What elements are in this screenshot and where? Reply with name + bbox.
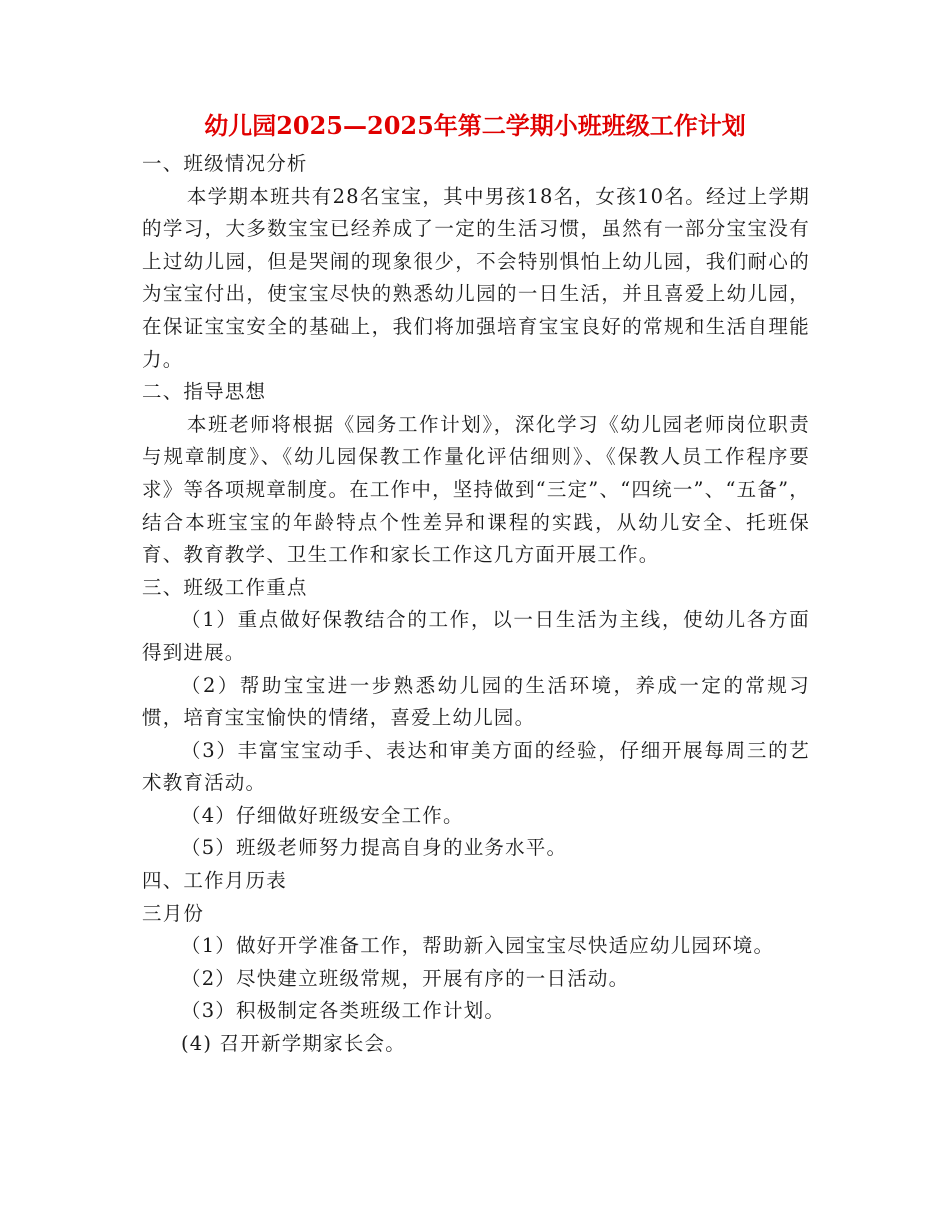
list-item-march-2: （2）尽快建立班级常规，开展有序的一日活动。 <box>181 966 630 990</box>
paragraph-guiding-thought: 本班老师将根据《园务工作计划》，深化学习《幼儿园老师岗位职责与规章制度》、《幼儿园保教工作量化评估细则》、《保教人员工作程序要求》等各项规章制度。在工作中，坚持做到“三定”、“四统一”、“五备”，结合本班宝宝的年龄特点个性差异和课程的实践，从幼儿安全、托班保育、教育教学、卫生工作和家长工作这几方面开展工作。 <box>142 412 810 567</box>
section-heading-1: 一、班级情况分析 <box>142 152 308 175</box>
list-item-focus-4: （4）仔细做好班级安全工作。 <box>181 803 464 827</box>
month-heading-march: 三月份 <box>142 901 205 925</box>
section-heading-3: 三、班级工作重点 <box>142 575 308 599</box>
list-item-march-3: （3）积极制定各类班级工作计划。 <box>181 999 506 1023</box>
list-item-focus-5: （5）班级老师努力提高自身的业务水平。 <box>181 836 568 860</box>
document-title: 幼儿园2025—2025年第二学期小班班级工作计划 <box>204 111 746 140</box>
document-body <box>142 148 810 1061</box>
list-item-focus-2: （2）帮助宝宝进一步熟悉幼儿园的生活环境，养成一定的常规习惯，培育宝宝愉快的情绪，喜爱上幼儿园。 <box>142 673 810 730</box>
list-item-march-4: (4) 召开新学期家长会。 <box>181 1032 406 1056</box>
list-item-focus-3: （3）丰富宝宝动手、表达和审美方面的经验，仔细开展每周三的艺术教育活动。 <box>142 738 810 795</box>
paragraph-class-analysis: 本学期本班共有28名宝宝，其中男孩18名，女孩10名。经过上学期的学习，大多数宝宝已经养成了一定的生活习惯，虽然有一部分宝宝没有上过幼儿园，但是哭闹的现象很少，不会特别惧怕上幼儿园，我们耐心的为宝宝付出，使宝宝尽快的熟悉幼儿园的一日生活，并且喜爱上幼儿园，在保证宝宝安全的基础上，我们将加强培育宝宝良好的常规和生活自理能力。 <box>142 184 810 371</box>
list-item-focus-1: （1）重点做好保教结合的工作，以一日生活为主线，使幼儿各方面得到进展。 <box>142 608 810 664</box>
section-heading-4: 四、工作月历表 <box>142 869 287 893</box>
section-heading-2: 二、指导思想 <box>142 380 267 404</box>
list-item-march-1: （1）做好开学准备工作，帮助新入园宝宝尽快适应幼儿园环境。 <box>181 934 775 958</box>
